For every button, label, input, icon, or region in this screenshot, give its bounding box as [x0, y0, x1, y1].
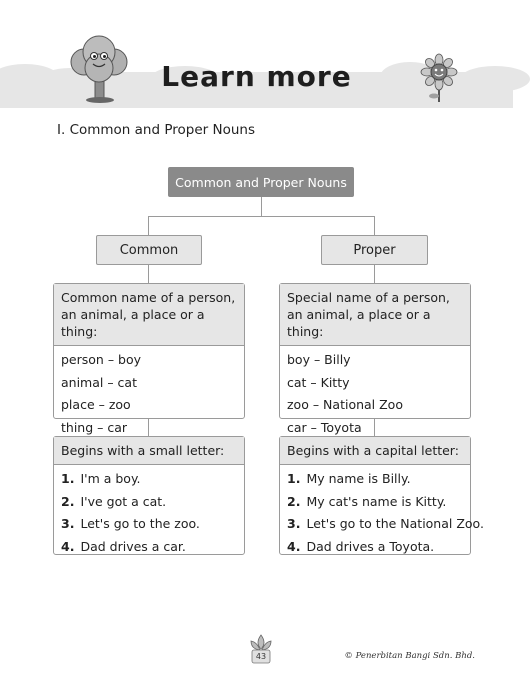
list-item: zoo – National Zoo: [287, 397, 403, 413]
common-rule-card: [53, 436, 245, 555]
proper-rule-card: [279, 436, 484, 555]
sentence-number: 1.: [61, 471, 75, 486]
connector-common-to-def: [148, 265, 149, 283]
sentence-number: 4.: [61, 538, 75, 554]
list-item: cat – Kitty: [287, 374, 350, 390]
common-definition-card: [53, 283, 245, 435]
sentence-number: 4.: [287, 538, 301, 554]
connector-horizontal: [148, 216, 375, 217]
list-item: person – boy: [61, 352, 142, 367]
sentence-number: 2.: [287, 493, 301, 509]
proper-label: Proper: [321, 235, 428, 265]
list-item: animal – cat: [61, 374, 137, 390]
sentence-text: Let's go to the National Zoo.: [306, 516, 484, 532]
sentence-number: 1.: [287, 471, 301, 486]
diagram-root: Common and Proper Nouns: [168, 167, 354, 197]
list-item: place – zoo: [61, 397, 131, 413]
list-item: boy – Billy: [287, 352, 351, 367]
section-heading: I. Common and Proper Nouns: [57, 122, 255, 138]
connector-proper-to-def: [374, 265, 375, 283]
list-item: thing – car: [61, 419, 128, 435]
sentence-text: My cat's name is Kitty.: [306, 493, 447, 509]
connector-root-down: [261, 197, 262, 216]
sentence-text: I'm a boy.: [80, 471, 141, 486]
proper-definition-card: [279, 283, 471, 435]
sentence-text: Let's go to the zoo.: [80, 516, 200, 532]
sentence-number: 2.: [61, 493, 75, 509]
list-item: [61, 468, 237, 491]
common-rule: Begins with a small letter:: [54, 437, 244, 465]
sentence-text: My name is Billy.: [306, 471, 411, 486]
sentence-text: Dad drives a Toyota.: [306, 538, 435, 554]
sentence-number: 3.: [287, 516, 301, 532]
list-item: [287, 536, 463, 559]
copyright: © Penerbitan Bangi Sdn. Bhd.: [344, 651, 475, 661]
sentence-text: I've got a cat.: [80, 493, 167, 509]
proper-definition: Special name of a person, an animal, a place or a thing:: [280, 284, 470, 346]
connector-left-down: [148, 216, 149, 235]
list-item: [287, 468, 463, 491]
sentence-number: 3.: [61, 516, 75, 532]
list-item: [61, 491, 237, 514]
list-item: [61, 536, 237, 559]
common-label: Common: [96, 235, 202, 265]
list-item: [287, 513, 484, 536]
connector-right-down: [374, 216, 375, 235]
page-title: Learn more: [161, 60, 352, 93]
sentence-text: Dad drives a car.: [80, 538, 186, 554]
list-item: car – Toyota: [287, 419, 362, 435]
page-number: 43: [255, 652, 267, 661]
list-item: [61, 513, 237, 536]
proper-rule: Begins with a capital letter:: [280, 437, 470, 465]
common-definition: Common name of a person, an animal, a place or a thing:: [54, 284, 244, 346]
list-item: [287, 491, 463, 514]
